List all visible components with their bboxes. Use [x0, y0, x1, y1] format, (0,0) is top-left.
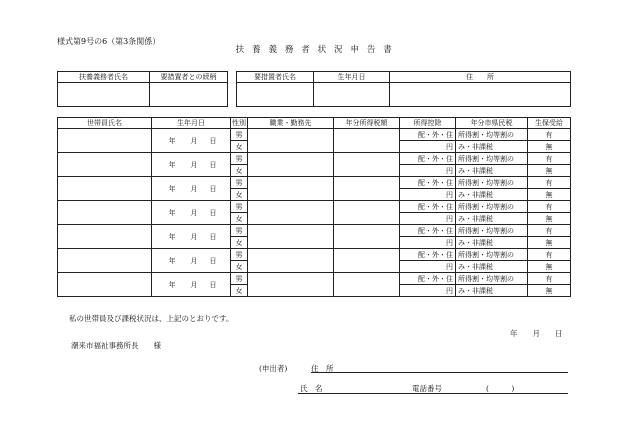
resident-tax-options[interactable]: 所得割・均等割の: [456, 201, 528, 213]
household-sex-header: 性別: [232, 119, 246, 127]
occupation-field[interactable]: [248, 201, 334, 225]
subject-table: [236, 71, 571, 107]
household-deduction-header: 所得控除: [400, 118, 456, 129]
name-phone-input-line[interactable]: [298, 393, 568, 394]
resident-tax-options[interactable]: 所得割・均等割の: [456, 273, 528, 285]
welfare-no-option[interactable]: 無: [528, 165, 571, 177]
occupation-field[interactable]: [248, 177, 334, 201]
sex-male-option[interactable]: 男: [231, 201, 248, 213]
member-name-field[interactable]: [58, 249, 152, 273]
resident-tax-options[interactable]: 所得割・均等割の: [456, 129, 528, 141]
form-number: 様式第9号の6（第3条関係）: [57, 37, 161, 46]
income-tax-field[interactable]: [334, 153, 400, 177]
birth-month-label: 月: [190, 280, 198, 289]
deduction-types[interactable]: 配・外・住: [400, 273, 456, 285]
welfare-yes-option[interactable]: 有: [528, 249, 571, 261]
member-name-field[interactable]: [58, 153, 152, 177]
deduction-amount-unit: 円: [400, 261, 456, 273]
resident-tax-options-cont[interactable]: み・非課税: [456, 141, 528, 153]
deduction-amount-unit: 円: [400, 285, 456, 297]
resident-tax-options-cont[interactable]: み・非課税: [456, 237, 528, 249]
deduction-types[interactable]: 配・外・住: [400, 129, 456, 141]
birth-year-label: 年: [168, 208, 176, 217]
welfare-yes-option[interactable]: 有: [528, 177, 571, 189]
subject-address-field[interactable]: [390, 83, 571, 107]
deduction-types[interactable]: 配・外・住: [400, 177, 456, 189]
household-welfare-header: 生保受給: [528, 118, 571, 129]
sex-female-option[interactable]: 女: [231, 261, 248, 273]
welfare-no-option[interactable]: 無: [528, 189, 571, 201]
income-tax-field[interactable]: [334, 177, 400, 201]
member-birth-field[interactable]: [152, 249, 231, 273]
household-resident-tax-header: 年分市県民税: [456, 118, 528, 129]
deduction-types[interactable]: 配・外・住: [400, 201, 456, 213]
birth-day-label: 日: [209, 208, 217, 217]
deduction-types[interactable]: 配・外・住: [400, 249, 456, 261]
birth-year-label: 年: [168, 256, 176, 265]
deduction-types[interactable]: 配・外・住: [400, 153, 456, 165]
birth-day-label: 日: [209, 232, 217, 241]
member-birth-field[interactable]: [152, 177, 231, 201]
household-birth-header: 生年月日: [152, 118, 231, 129]
welfare-yes-option[interactable]: 有: [528, 201, 571, 213]
member-name-field[interactable]: [58, 177, 152, 201]
sex-female-option[interactable]: 女: [231, 165, 248, 177]
birth-year-label: 年: [168, 184, 176, 193]
member-birth-field[interactable]: [152, 129, 231, 153]
sex-female-option[interactable]: 女: [231, 237, 248, 249]
welfare-yes-option[interactable]: 有: [528, 129, 571, 141]
birth-year-label: 年: [168, 136, 176, 145]
obligor-table: [57, 71, 228, 107]
birth-year-label: 年: [168, 232, 176, 241]
deduction-amount-unit: 円: [400, 189, 456, 201]
declaration-statement: 私の世帯員及び課税状況は、上記のとおりです。: [69, 314, 234, 323]
sex-female-option[interactable]: 女: [231, 285, 248, 297]
member-birth-field[interactable]: [152, 153, 231, 177]
household-tax-header: 年分所得税額: [334, 118, 400, 129]
deduction-types[interactable]: 配・外・住: [400, 225, 456, 237]
birth-day-label: 日: [209, 160, 217, 169]
applicant-name-label: 氏 名: [300, 384, 323, 393]
resident-tax-options[interactable]: 所得割・均等割の: [456, 249, 528, 261]
address-input-line[interactable]: [311, 372, 568, 373]
subject-name-header: 要措置者氏名: [237, 72, 314, 83]
household-row-top: [58, 201, 571, 213]
member-name-field[interactable]: [58, 273, 152, 297]
relation-header: 要措置者との続柄: [150, 72, 228, 83]
subject-address-header: 住 所: [390, 72, 571, 83]
birth-year-label: 年: [168, 160, 176, 169]
member-birth-field[interactable]: [152, 273, 231, 297]
occupation-field[interactable]: [248, 225, 334, 249]
birth-day-label: 日: [209, 280, 217, 289]
sex-female-option[interactable]: 女: [231, 141, 248, 153]
member-birth-field[interactable]: [152, 201, 231, 225]
obligor-name-field[interactable]: [58, 83, 150, 107]
sex-male-option[interactable]: 男: [231, 177, 248, 189]
welfare-yes-option[interactable]: 有: [528, 273, 571, 285]
subject-name-field[interactable]: [237, 83, 314, 107]
resident-tax-options-cont[interactable]: み・非課税: [456, 165, 528, 177]
deduction-amount-unit: 円: [400, 141, 456, 153]
household-row-top: [58, 153, 571, 165]
deduction-amount-unit: 円: [400, 213, 456, 225]
occupation-field[interactable]: [248, 249, 334, 273]
income-tax-field[interactable]: [334, 249, 400, 273]
household-row-top: [58, 273, 571, 285]
household-row-top: [58, 177, 571, 189]
occupation-field[interactable]: [248, 153, 334, 177]
sex-female-option[interactable]: 女: [231, 213, 248, 225]
obligor-name-header: 扶養義務者氏名: [58, 72, 150, 83]
addressee: 潮来市福祉事務所長 様: [71, 341, 161, 350]
resident-tax-options[interactable]: 所得割・均等割の: [456, 153, 528, 165]
sex-male-option[interactable]: 男: [231, 249, 248, 261]
sex-male-option[interactable]: 男: [231, 225, 248, 237]
household-occupation-header: 職業・勤務先: [248, 118, 334, 129]
sex-female-option[interactable]: 女: [231, 189, 248, 201]
occupation-field[interactable]: [248, 273, 334, 297]
member-name-field[interactable]: [58, 225, 152, 249]
income-tax-field[interactable]: [334, 129, 400, 153]
applicant-label: (申出者): [259, 364, 288, 373]
income-tax-field[interactable]: [334, 201, 400, 225]
birth-day-label: 日: [209, 256, 217, 265]
household-row-top: [58, 129, 571, 141]
resident-tax-options-cont[interactable]: み・非課税: [456, 189, 528, 201]
household-row-top: [58, 249, 571, 261]
resident-tax-options-cont[interactable]: み・非課税: [456, 261, 528, 273]
member-birth-field[interactable]: [152, 225, 231, 249]
subject-birth-header: 生年月日: [314, 72, 390, 83]
household-row-top: [58, 225, 571, 237]
sex-male-option[interactable]: 男: [231, 129, 248, 141]
birth-month-label: 月: [190, 184, 198, 193]
resident-tax-options-cont[interactable]: み・非課税: [456, 285, 528, 297]
birth-month-label: 月: [190, 232, 198, 241]
applicant-address-label: 住 所: [311, 364, 334, 373]
household-table: [57, 117, 571, 297]
welfare-yes-option[interactable]: 有: [528, 225, 571, 237]
welfare-no-option[interactable]: 無: [528, 237, 571, 249]
income-tax-field[interactable]: [334, 273, 400, 297]
phone-area-code[interactable]: ( ): [486, 384, 515, 393]
welfare-no-option[interactable]: 無: [528, 261, 571, 273]
resident-tax-options[interactable]: 所得割・均等割の: [456, 225, 528, 237]
phone-label: 電話番号: [412, 384, 442, 393]
household-name-header: 世帯員氏名: [58, 118, 152, 129]
birth-month-label: 月: [190, 136, 198, 145]
occupation-field[interactable]: [248, 129, 334, 153]
birth-day-label: 日: [209, 136, 217, 145]
deduction-amount-unit: 円: [400, 165, 456, 177]
birth-day-label: 日: [209, 184, 217, 193]
resident-tax-options-cont[interactable]: み・非課税: [456, 213, 528, 225]
birth-year-label: 年: [168, 280, 176, 289]
welfare-no-option[interactable]: 無: [528, 285, 571, 297]
deduction-amount-unit: 円: [400, 237, 456, 249]
birth-month-label: 月: [190, 160, 198, 169]
member-name-field[interactable]: [58, 201, 152, 225]
resident-tax-options[interactable]: 所得割・均等割の: [456, 177, 528, 189]
subject-birth-field[interactable]: [314, 83, 390, 107]
relation-field[interactable]: [150, 83, 228, 107]
birth-month-label: 月: [190, 256, 198, 265]
welfare-no-option[interactable]: 無: [528, 213, 571, 225]
declaration-date[interactable]: 年 月 日: [510, 329, 563, 338]
sex-male-option[interactable]: 男: [231, 273, 248, 285]
welfare-yes-option[interactable]: 有: [528, 153, 571, 165]
welfare-no-option[interactable]: 無: [528, 141, 571, 153]
member-name-field[interactable]: [58, 129, 152, 153]
birth-month-label: 月: [190, 208, 198, 217]
household-rows: [58, 129, 571, 297]
page-title: 扶 養 義 務 者 状 況 申 告 書: [235, 45, 395, 55]
income-tax-field[interactable]: [334, 225, 400, 249]
sex-male-option[interactable]: 男: [231, 153, 248, 165]
